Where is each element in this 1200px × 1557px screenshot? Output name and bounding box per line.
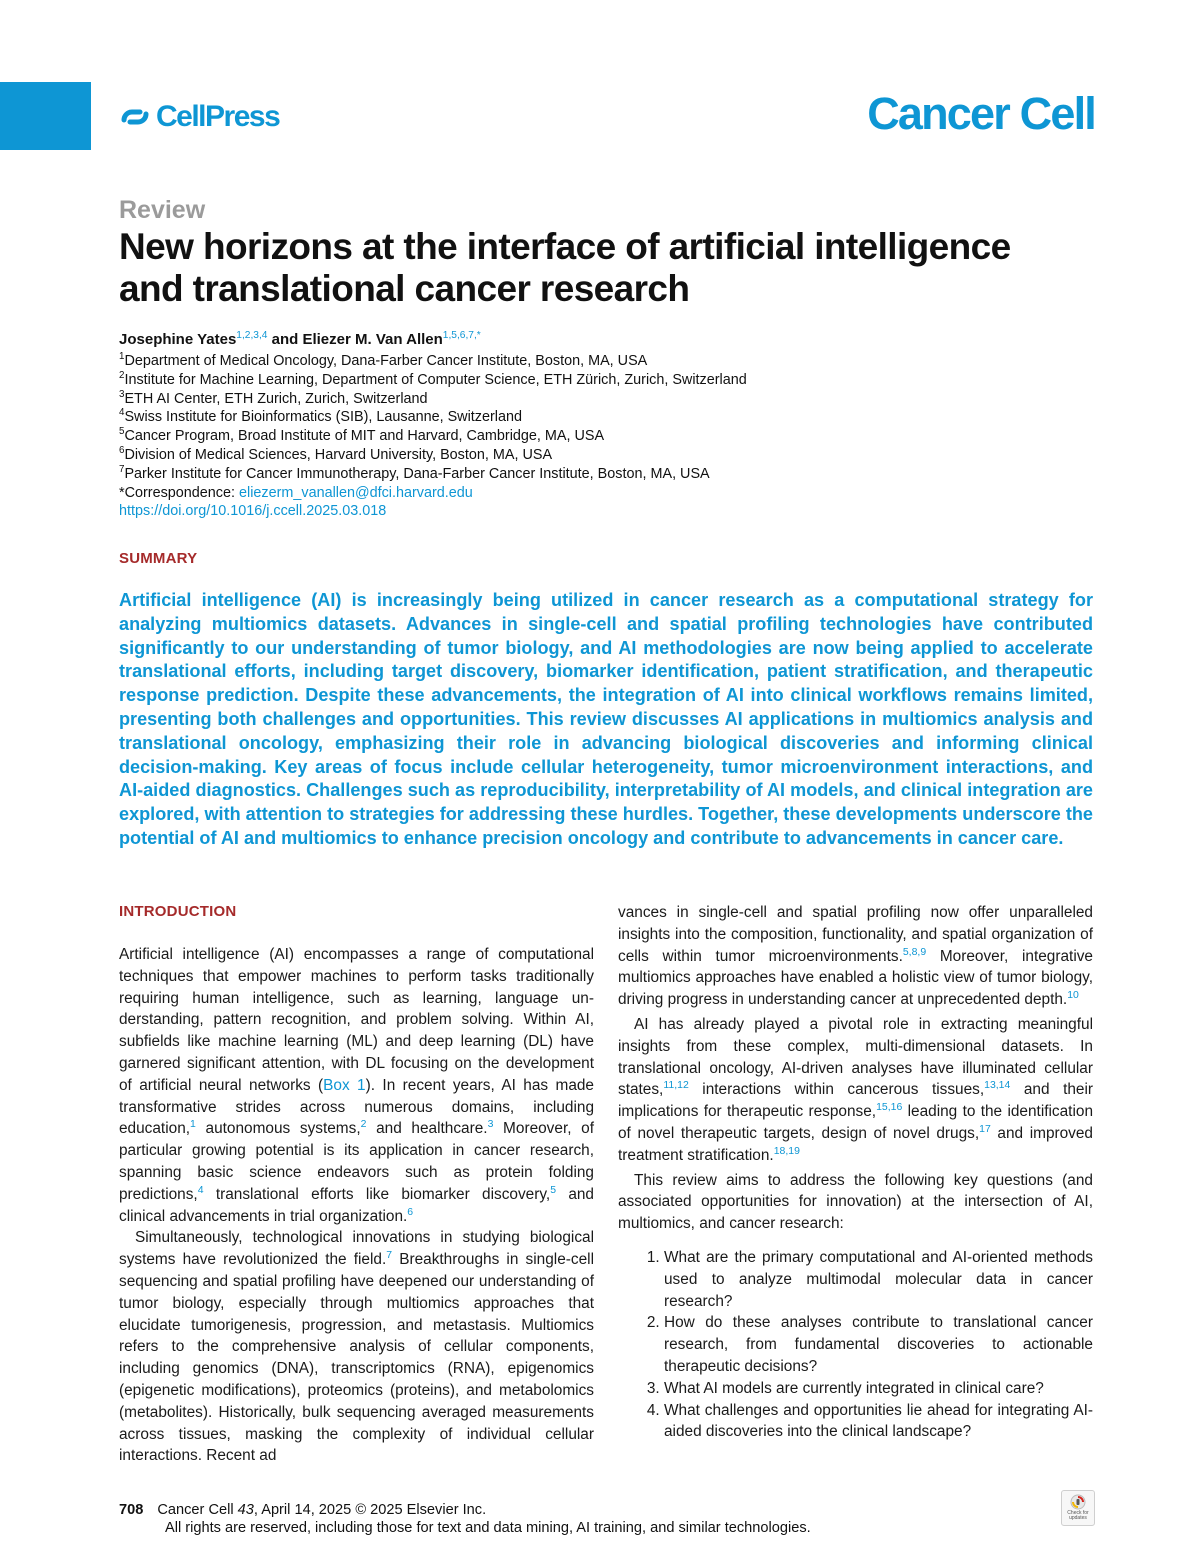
publisher-name: CellPress (156, 100, 280, 133)
affiliation-item (119, 408, 747, 427)
summary-heading: SUMMARY (119, 550, 198, 567)
footer-date-copyright: , April 14, 2025 © 2025 Elsevier Inc. (253, 1502, 487, 1518)
key-question: 3. What AI models are currently integrated in clinical care? (664, 1378, 1093, 1400)
check-for-updates-badge[interactable] (1061, 1490, 1095, 1526)
article-title: New horizons at the interface of artificial intelligence and translational cancer research (119, 226, 1011, 309)
author-joiner: and (267, 331, 303, 348)
affiliation-text: ETH AI Center, ETH Zurich, Zurich, Switzerland (124, 390, 428, 407)
affiliation-text: Division of Medical Sciences, Harvard University, Boston, MA, USA (124, 446, 553, 463)
affiliation-text: Parker Institute for Cancer Immunotherapy, Dana-Farber Cancer Institute, Boston, MA, USA (124, 465, 710, 482)
affiliation-number: 5 (119, 426, 125, 438)
author-affiliation-refs[interactable]: 1,2,3,4 (236, 330, 268, 341)
cellpress-logo[interactable] (119, 100, 279, 134)
reference-link[interactable]: 4 (197, 1184, 204, 1196)
updates-label: Check for updates (1067, 1510, 1089, 1521)
doi-link[interactable]: https://doi.org/10.1016/j.ccell.2025.03.018 (119, 503, 387, 520)
affiliation-text: Swiss Institute for Bioinformatics (SIB), Lausanne, Switzerland (124, 409, 522, 426)
reference-link[interactable]: 18,19 (773, 1145, 800, 1157)
journal-title[interactable]: Cancer Cell (867, 88, 1095, 139)
affiliation-item (119, 371, 747, 390)
affiliation-text: Institute for Machine Learning, Department of Computer Science, ETH Zürich, Zurich, Switzerland (124, 371, 747, 388)
intro-paragraph-2: Simultaneously, technological innovations in studying biological systems have revolutionized the field.$^7$ Breakthroughs in single-cell sequencing and spatial profiling have deepened our understanding of tumor biology, especially through multiomics approaches that elucidate tumorigenesis, progression, and metastasis. Multiomics refers to the comprehensive analysis of cellular components, including genomics (DNA), transcriptomics (RNA), epigenomics (epigenetic modifications), proteomics (proteins), and metabolomics (metabolites). Historically, bulk sequencing averaged measurements across tissues, masking the complexity of individual cellular interactions. Recent ad (119, 1229, 594, 1465)
reference-link[interactable]: 5,8,9 (902, 946, 927, 958)
summary-text: Artificial intelligence (AI) is increasingly being utilized in cancer research as a computational strategy for analyzing multiomics datasets. Advances in single-cell and spatial profiling technologies have contributed significantly to our understanding of tumor biology, and AI methodologies are now being applied to accelerate translational efforts, including target discovery, biomarker identification, patient stratification, and therapeutic response prediction. Despite these advancements, the integration of AI into clinical workflows remains limited, presenting both challenges and opportunities. This review discusses AI applications in multiomics analysis and translational oncology, emphasizing their role in advancing biological discoveries and informing clinical decision-making. Key areas of focus include cellular heterogeneity, tumor microenvironment interactions, and AI-aided diagnostics. Challenges such as reproducibility, interpretability of AI models, and clinical integration are explored, with attention to strategies for addressing these hurdles. Together, these developments underscore the potential of AI and multiomics to enhance precision oncology and contribute to advancements in cancer care. (119, 590, 1093, 848)
affiliations (119, 352, 747, 521)
reference-link[interactable]: 6 (407, 1206, 414, 1218)
left-column (119, 944, 594, 1467)
author-affiliation-refs[interactable]: 1,5,6,7,* (442, 330, 481, 341)
affiliation-text: Cancer Program, Broad Institute of MIT and Harvard, Cambridge, MA, USA (124, 428, 605, 445)
key-question: 2. How do these analyses contribute to translational cancer research, from fundamental discoveries to actionable therapeutic decisions? (664, 1312, 1093, 1377)
introduction-heading: INTRODUCTION (119, 903, 237, 920)
affiliation-item (119, 427, 747, 446)
affiliation-item (119, 352, 747, 371)
box-1-link[interactable]: Box 1 (323, 1076, 366, 1094)
doi-row (119, 502, 747, 521)
header-color-block (0, 82, 91, 150)
affiliation-number: 4 (119, 407, 125, 419)
key-question: 1. What are the primary computational and AI-oriented methods used to analyze multimodal molecular data in cancer research? (664, 1247, 1093, 1312)
affiliation-number: 6 (119, 445, 125, 457)
key-questions-list (618, 1247, 1093, 1443)
affiliation-number: 1 (119, 351, 125, 363)
footer-journal: Cancer Cell (157, 1502, 234, 1518)
updates-icon (1070, 1494, 1086, 1510)
reference-link[interactable]: 1 (190, 1119, 196, 1131)
reference-link[interactable]: 3 (487, 1119, 494, 1131)
footer-citation (119, 1501, 811, 1519)
cellpress-mark-icon (119, 103, 151, 131)
reference-link[interactable]: 13,14 (984, 1080, 1011, 1092)
correspondence (119, 484, 747, 503)
reference-link[interactable]: 5 (550, 1184, 557, 1196)
reference-link[interactable]: 7 (386, 1250, 393, 1262)
reference-link[interactable]: 15,16 (876, 1102, 903, 1114)
reference-link[interactable]: 17 (979, 1123, 991, 1135)
correspondence-label: *Correspondence: (119, 484, 239, 501)
key-question: 4. What challenges and opportunities lie ahead for integrating AI-aided discoveries into the clinical landscape? (664, 1400, 1093, 1444)
reference-link[interactable]: 11,12 (663, 1080, 689, 1092)
affiliation-item (119, 446, 747, 465)
footer-rights: All rights are reserved, including those for text and data mining, AI training, and similar technologies. (165, 1520, 811, 1536)
affiliation-text: Department of Medical Oncology, Dana-Farber Cancer Institute, Boston, MA, USA (124, 353, 648, 369)
intro-paragraph-2-continued: vances in single-cell and spatial profiling now offer unparalleled insights into the composition, functionality, and spatial organization of cells within tumor microenvironments.$^{5,8,9}$ Moreover, integrative multiomics approaches have enabled a holistic view of tumor biology, driving progress in understanding cancer at unprecedented depth.$^{10}$ (618, 904, 1093, 1009)
reference-link[interactable]: 10 (1067, 990, 1079, 1002)
reference-link[interactable]: 2 (360, 1119, 367, 1131)
footer-volume: 43 (237, 1502, 254, 1518)
author-name[interactable]: Eliezer M. Van Allen (302, 331, 443, 348)
article-type: Review (119, 196, 206, 224)
intro-paragraph-3: AI has already played a pivotal role in extracting meaningful insights from these complex, multi-dimensional datasets. In translational oncology, AI-driven analyses have illuminated cellular states,$^{11,12}$ interactions within cancerous tissues,$^{13,14}$ and their implications for therapeutic response,$^{15,16}$ leading to the identification of novel therapeutic targets, design of novel drugs,$^{17}$ and improved treatment stratification.$^{18,19}$ (618, 1015, 1094, 1164)
intro-paragraph-4: This review aims to address the following key questions (and associated opportunities for innovation) at the intersection of AI, multiomics, and cancer research: (618, 1171, 1093, 1233)
page-footer (119, 1501, 811, 1537)
correspondence-email-link[interactable]: eliezerm_vanallen@dfci.harvard.edu (239, 484, 473, 501)
author-line (119, 331, 481, 348)
affiliation-number: 3 (119, 388, 125, 400)
author-name[interactable]: Josephine Yates (119, 331, 237, 348)
affiliation-item (119, 465, 747, 484)
page-number: 708 (119, 1502, 144, 1518)
affiliation-number: 2 (119, 370, 125, 381)
right-column (618, 902, 1093, 1443)
affiliation-item (119, 390, 747, 409)
intro-paragraph-1: Artificial intelligence (AI) encompasses a range of computational techniques that empower machines to perform tasks traditionally requiring human intelligence, such as learning, language understanding, pattern recognition, and problem solving. Within AI, subfields like machine learning (ML) and deep learning (DL) have garnered significant attention, with DL focusing on the development of artificial neural networks (Box 1). In recent years, AI has made transformative strides across numerous domains, including education,$^1$ autonomous systems,$^2$ and healthcare.$^3$ Moreover, of particular growing potential is its application in cancer research, spanning basic science endeavors such as protein folding predictions,$^4$ translational efforts like biomarker discovery,$^5$ and clinical advancements in trial organization.$^6$ (119, 946, 594, 1225)
affiliation-number: 7 (119, 463, 125, 475)
